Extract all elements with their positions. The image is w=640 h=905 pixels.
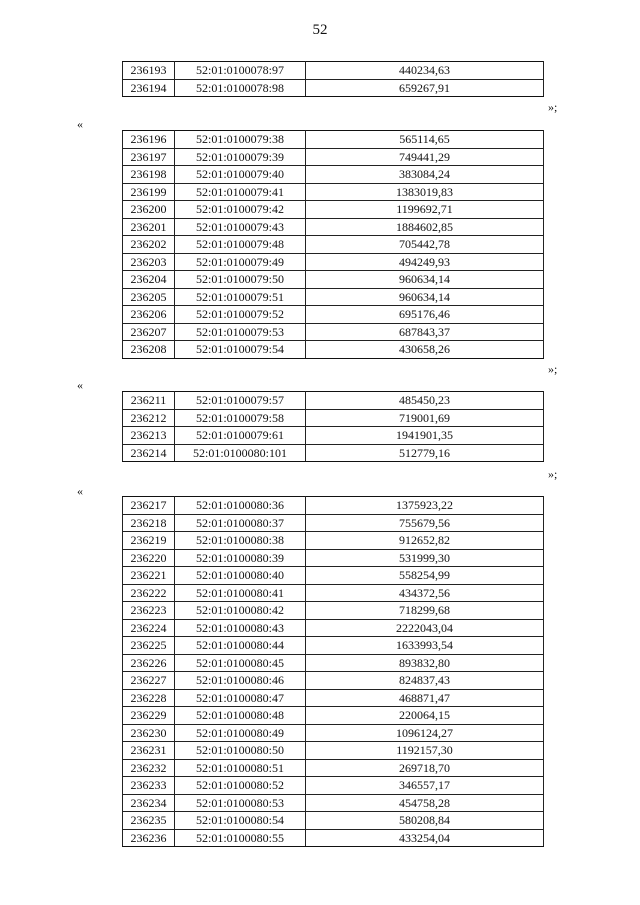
cadastral-number-cell: 52:01:0100079:52 — [175, 306, 306, 324]
table-row — [123, 689, 544, 707]
cadastral-number-cell: 52:01:0100079:50 — [175, 271, 306, 289]
land-plot-table-3 — [122, 391, 544, 462]
row-number-cell: 236197 — [123, 148, 175, 166]
row-number-cell: 236194 — [123, 79, 175, 97]
table-row — [123, 201, 544, 219]
value-cell: 1884602,85 — [306, 218, 544, 236]
row-number-cell: 236234 — [123, 794, 175, 812]
table-row — [123, 672, 544, 690]
row-number-cell: 236219 — [123, 532, 175, 550]
value-cell: 1375923,22 — [306, 497, 544, 515]
cadastral-number-cell: 52:01:0100078:98 — [175, 79, 306, 97]
row-number-cell: 236203 — [123, 253, 175, 271]
row-number-cell: 236225 — [123, 637, 175, 655]
cadastral-number-cell: 52:01:0100080:36 — [175, 497, 306, 515]
row-number-cell: 236226 — [123, 654, 175, 672]
cadastral-number-cell: 52:01:0100080:39 — [175, 549, 306, 567]
opening-quote-4: « — [77, 484, 83, 498]
cadastral-number-cell: 52:01:0100080:42 — [175, 602, 306, 620]
row-number-cell: 236222 — [123, 584, 175, 602]
table-row — [123, 724, 544, 742]
cadastral-number-cell: 52:01:0100079:40 — [175, 166, 306, 184]
cadastral-number-cell: 52:01:0100079:49 — [175, 253, 306, 271]
cadastral-number-cell: 52:01:0100080:53 — [175, 794, 306, 812]
value-cell: 269718,70 — [306, 759, 544, 777]
land-plot-table-1 — [122, 61, 544, 97]
row-number-cell: 236207 — [123, 323, 175, 341]
row-number-cell: 236198 — [123, 166, 175, 184]
table-row — [123, 549, 544, 567]
value-cell: 468871,47 — [306, 689, 544, 707]
table-row — [123, 148, 544, 166]
row-number-cell: 236206 — [123, 306, 175, 324]
closing-quote-1: »; — [548, 100, 558, 114]
cadastral-number-cell: 52:01:0100080:52 — [175, 777, 306, 795]
value-cell: 440234,63 — [306, 62, 544, 80]
table-row — [123, 497, 544, 515]
row-number-cell: 236233 — [123, 777, 175, 795]
value-cell: 485450,23 — [306, 392, 544, 410]
cadastral-number-cell: 52:01:0100079:61 — [175, 427, 306, 445]
table-row — [123, 637, 544, 655]
closing-quote-2: »; — [548, 362, 558, 376]
cadastral-number-cell: 52:01:0100080:41 — [175, 584, 306, 602]
row-number-cell: 236236 — [123, 829, 175, 847]
cadastral-number-cell: 52:01:0100079:48 — [175, 236, 306, 254]
row-number-cell: 236220 — [123, 549, 175, 567]
cadastral-number-cell: 52:01:0100080:44 — [175, 637, 306, 655]
table-row — [123, 183, 544, 201]
table-row — [123, 288, 544, 306]
value-cell: 1192157,30 — [306, 742, 544, 760]
opening-quote-3: « — [77, 378, 83, 392]
row-number-cell: 236199 — [123, 183, 175, 201]
cadastral-number-cell: 52:01:0100078:97 — [175, 62, 306, 80]
table-row — [123, 79, 544, 97]
value-cell: 565114,65 — [306, 131, 544, 149]
cadastral-number-cell: 52:01:0100079:41 — [175, 183, 306, 201]
table-row — [123, 166, 544, 184]
value-cell: 531999,30 — [306, 549, 544, 567]
cadastral-number-cell: 52:01:0100079:51 — [175, 288, 306, 306]
value-cell: 960634,14 — [306, 271, 544, 289]
row-number-cell: 236204 — [123, 271, 175, 289]
row-number-cell: 236230 — [123, 724, 175, 742]
cadastral-number-cell: 52:01:0100080:47 — [175, 689, 306, 707]
value-cell: 2222043,04 — [306, 619, 544, 637]
table-row — [123, 218, 544, 236]
value-cell: 695176,46 — [306, 306, 544, 324]
value-cell: 346557,17 — [306, 777, 544, 795]
cadastral-number-cell: 52:01:0100079:39 — [175, 148, 306, 166]
table-row — [123, 514, 544, 532]
table-row — [123, 742, 544, 760]
value-cell: 687843,37 — [306, 323, 544, 341]
cadastral-number-cell: 52:01:0100079:38 — [175, 131, 306, 149]
value-cell: 659267,91 — [306, 79, 544, 97]
row-number-cell: 236235 — [123, 812, 175, 830]
table-row — [123, 253, 544, 271]
table-row — [123, 602, 544, 620]
row-number-cell: 236196 — [123, 131, 175, 149]
row-number-cell: 236211 — [123, 392, 175, 410]
value-cell: 893832,80 — [306, 654, 544, 672]
table-row — [123, 829, 544, 847]
value-cell: 220064,15 — [306, 707, 544, 725]
value-cell: 719001,69 — [306, 409, 544, 427]
value-cell: 912652,82 — [306, 532, 544, 550]
row-number-cell: 236193 — [123, 62, 175, 80]
table-row — [123, 62, 544, 80]
table-row — [123, 532, 544, 550]
row-number-cell: 236223 — [123, 602, 175, 620]
cadastral-number-cell: 52:01:0100079:42 — [175, 201, 306, 219]
row-number-cell: 236229 — [123, 707, 175, 725]
table-row — [123, 444, 544, 462]
value-cell: 494249,93 — [306, 253, 544, 271]
cadastral-number-cell: 52:01:0100079:43 — [175, 218, 306, 236]
table-row — [123, 323, 544, 341]
value-cell: 383084,24 — [306, 166, 544, 184]
row-number-cell: 236208 — [123, 341, 175, 359]
table-row — [123, 794, 544, 812]
row-number-cell: 236217 — [123, 497, 175, 515]
cadastral-number-cell: 52:01:0100080:37 — [175, 514, 306, 532]
table-row — [123, 427, 544, 445]
table-row — [123, 341, 544, 359]
cadastral-number-cell: 52:01:0100079:53 — [175, 323, 306, 341]
row-number-cell: 236214 — [123, 444, 175, 462]
value-cell: 1941901,35 — [306, 427, 544, 445]
table-row — [123, 236, 544, 254]
value-cell: 430658,26 — [306, 341, 544, 359]
value-cell: 1633993,54 — [306, 637, 544, 655]
cadastral-number-cell: 52:01:0100080:50 — [175, 742, 306, 760]
table-row — [123, 131, 544, 149]
cadastral-number-cell: 52:01:0100080:45 — [175, 654, 306, 672]
cadastral-number-cell: 52:01:0100080:48 — [175, 707, 306, 725]
value-cell: 1199692,71 — [306, 201, 544, 219]
value-cell: 749441,29 — [306, 148, 544, 166]
opening-quote-2: « — [77, 117, 83, 131]
table-row — [123, 392, 544, 410]
table-row — [123, 271, 544, 289]
value-cell: 1383019,83 — [306, 183, 544, 201]
cadastral-number-cell: 52:01:0100080:101 — [175, 444, 306, 462]
value-cell: 512779,16 — [306, 444, 544, 462]
cadastral-number-cell: 52:01:0100080:54 — [175, 812, 306, 830]
row-number-cell: 236213 — [123, 427, 175, 445]
cadastral-number-cell: 52:01:0100080:51 — [175, 759, 306, 777]
row-number-cell: 236228 — [123, 689, 175, 707]
table-row — [123, 567, 544, 585]
row-number-cell: 236202 — [123, 236, 175, 254]
row-number-cell: 236224 — [123, 619, 175, 637]
cadastral-number-cell: 52:01:0100080:43 — [175, 619, 306, 637]
value-cell: 434372,56 — [306, 584, 544, 602]
page-number: 52 — [312, 22, 328, 38]
value-cell: 755679,56 — [306, 514, 544, 532]
value-cell: 960634,14 — [306, 288, 544, 306]
table-row — [123, 759, 544, 777]
row-number-cell: 236232 — [123, 759, 175, 777]
value-cell: 824837,43 — [306, 672, 544, 690]
row-number-cell: 236200 — [123, 201, 175, 219]
value-cell: 454758,28 — [306, 794, 544, 812]
table-row — [123, 619, 544, 637]
row-number-cell: 236221 — [123, 567, 175, 585]
closing-quote-3: »; — [548, 467, 558, 481]
cadastral-number-cell: 52:01:0100080:49 — [175, 724, 306, 742]
table-row — [123, 409, 544, 427]
value-cell: 580208,84 — [306, 812, 544, 830]
table-row — [123, 707, 544, 725]
land-plot-table-4 — [122, 496, 544, 847]
cadastral-number-cell: 52:01:0100079:57 — [175, 392, 306, 410]
row-number-cell: 236231 — [123, 742, 175, 760]
land-plot-table-2 — [122, 130, 544, 359]
table-row — [123, 777, 544, 795]
cadastral-number-cell: 52:01:0100080:40 — [175, 567, 306, 585]
row-number-cell: 236212 — [123, 409, 175, 427]
value-cell: 1096124,27 — [306, 724, 544, 742]
value-cell: 558254,99 — [306, 567, 544, 585]
value-cell: 433254,04 — [306, 829, 544, 847]
row-number-cell: 236205 — [123, 288, 175, 306]
table-row — [123, 654, 544, 672]
cadastral-number-cell: 52:01:0100079:54 — [175, 341, 306, 359]
cadastral-number-cell: 52:01:0100079:58 — [175, 409, 306, 427]
row-number-cell: 236218 — [123, 514, 175, 532]
value-cell: 718299,68 — [306, 602, 544, 620]
table-row — [123, 306, 544, 324]
row-number-cell: 236227 — [123, 672, 175, 690]
cadastral-number-cell: 52:01:0100080:55 — [175, 829, 306, 847]
cadastral-number-cell: 52:01:0100080:38 — [175, 532, 306, 550]
value-cell: 705442,78 — [306, 236, 544, 254]
table-row — [123, 584, 544, 602]
table-row — [123, 812, 544, 830]
row-number-cell: 236201 — [123, 218, 175, 236]
cadastral-number-cell: 52:01:0100080:46 — [175, 672, 306, 690]
